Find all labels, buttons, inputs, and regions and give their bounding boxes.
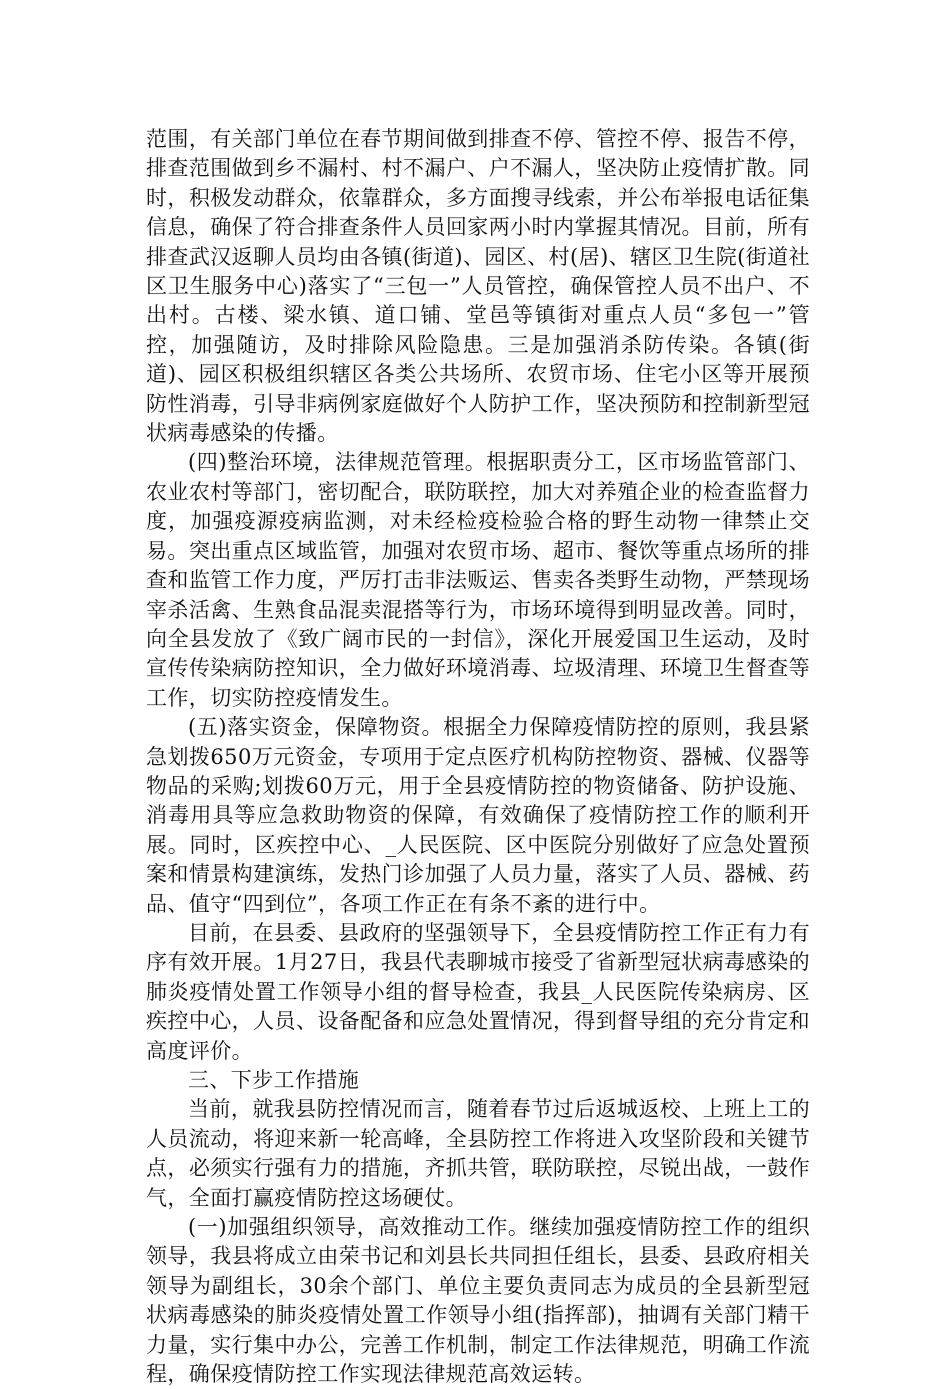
paragraph-environment-management: (四)整治环境，法律规范管理。根据职责分工，区市场监管部门、农业农村等部门，密切配合，联防联控，加大对养殖企业的检查监督力度，加强疫源疫病监测，对未经检疫检验合格的野生动物一律禁止交易。突出重点区域监管，加强对农贸市场、超市、餐饮等重点场所的排查和监管工作力度，严厉打击非法贩运、售卖各类野生动物，严禁现场宰杀活禽、生熟食品混卖混搭等行为，市场环境得到明显改善。同时，向全县发放了《致广阔市民的一封信》，深化开展爱国卫生运动，及时宣传传染病防控知识，全力做好环境消毒、垃圾清理、环境卫生督查等工作，切实防控疫情发生。 xyxy=(146,450,810,710)
section-heading-next-steps: 三、下步工作措施 xyxy=(188,1068,360,1092)
paragraph-funding-supplies: (五)落实资金，保障物资。根据全力保障疫情防控的原则，我县紧急划拨650万元资金，专项用于定点医疗机构防控物资、器械、仪器等物品的采购;划拨60万元，用于全县疫情防控的物资储备、防护设施、消毒用具等应急救助物资的保障，有效确保了疫情防控工作的顺利开展。同时，区疾控中心、_人民医院、区中医院分别做好了应急处置预案和情景构建演练，发热门诊加强了人员力量，落实了人员、器械、药品、值守“四到位”，各项工作正在有条不紊的进行中。 xyxy=(146,715,810,916)
document-page xyxy=(146,125,810,1389)
paragraph-current-situation: 当前，就我县防控情况而言，随着春节过后返城返校、上班上工的人员流动，将迎来新一轮高峰，全县防控工作将进入攻坚阶段和关键节点，必须实行强有力的措施，齐抓共管，联防联控，尽锐出战，一鼓作气，全面打赢疫情防控这场硬仗。 xyxy=(146,1097,810,1210)
paragraph-continuation: 范围，有关部门单位在春节期间做到排查不停、管控不停、报告不停，排查范围做到乡不漏村、村不漏户、户不漏人，坚决防止疫情扩散。同时，积极发动群众，依靠群众，多方面搜寻线索，并公布举报电话征集信息，确保了符合排查条件人员回家两小时内掌握其情况。目前，所有排查武汉返聊人员均由各镇(街道)、园区、村(居)、辖区卫生院(街道社区卫生服务中心)落实了“三包一”人员管控，确保管控人员不出户、不出村。古楼、梁水镇、道口铺、堂邑等镇街对重点人员“多包一”管控，加强随访，及时排除风险隐患。三是加强消杀防传染。各镇(街道)、园区积极组织辖区各类公共场所、农贸市场、住宅小区等开展预防性消毒，引导非病例家庭做好个人防护工作，坚决预防和控制新型冠状病毒感染的传播。 xyxy=(146,127,810,446)
paragraph-current-status: 目前，在县委、县政府的坚强领导下，全县疫情防控工作正有力有序有效开展。1月27日，我县代表聊城市接受了省新型冠状病毒感染的肺炎疫情处置工作领导小组的督导检查，我县_人民医院传染病房、区疾控中心，人员、设备配备和应急处置情况，得到督导组的充分肯定和高度评价。 xyxy=(146,920,810,1063)
paragraph-organization-leadership: (一)加强组织领导，高效推动工作。继续加强疫情防控工作的组织领导，我县将成立由荣书记和刘县长共同担任组长，县委、县政府相关领导为副组长，30余个部门、单位主要负责同志为成员的全县新型冠状病毒感染的肺炎疫情处置工作领导小组(指挥部)，抽调有关部门精干力量，实行集中办公，完善工作机制，制定工作法律规范，明确工作流程，确保疫情防控工作实现法律规范高效运转。 xyxy=(146,1215,810,1387)
